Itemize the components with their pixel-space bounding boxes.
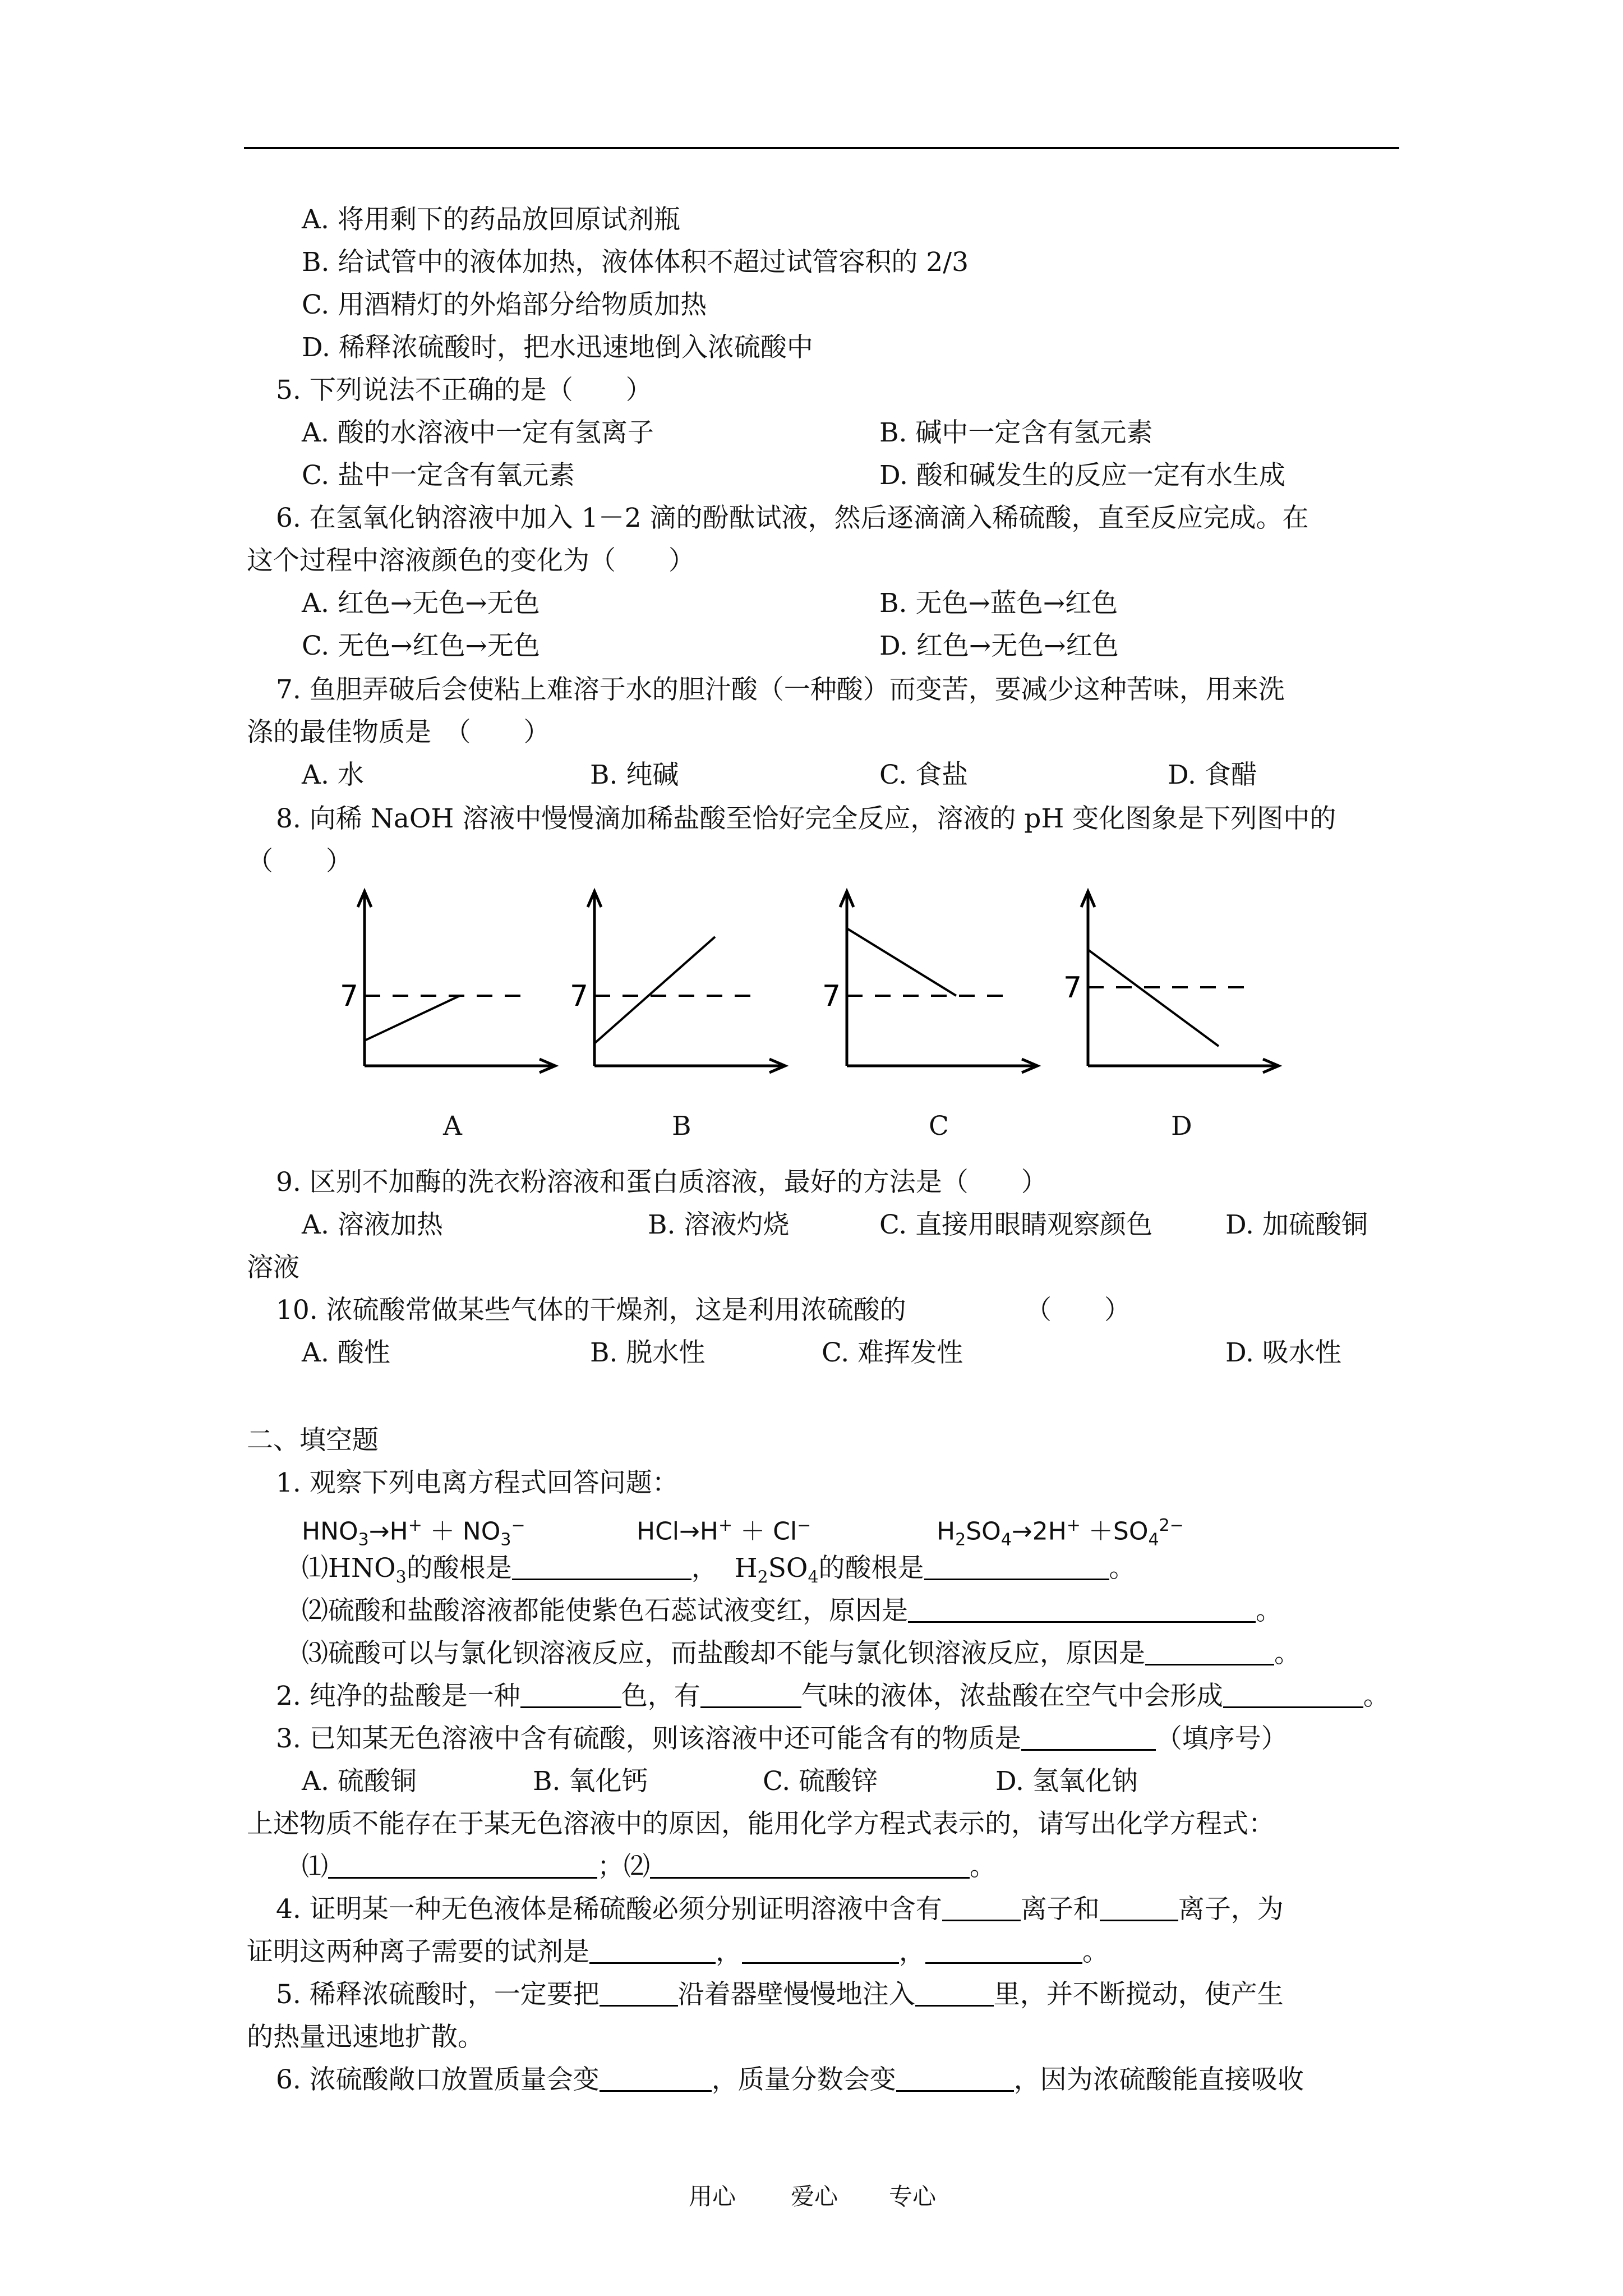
q6-option-b: B. 无色→蓝色→红色 xyxy=(879,588,1118,619)
blank-h2so4-acid-radical[interactable] xyxy=(924,1554,1109,1580)
f5-t2: 沿着器壁慢慢地注入 xyxy=(677,1979,915,2010)
blank-hcl-odor[interactable] xyxy=(700,1682,801,1708)
f3-e3: 。 xyxy=(970,1851,996,1882)
q4-option-a: A. 将用剩下的药品放回原试剂瓶 xyxy=(302,204,680,235)
f1-p2: ⑵硫酸和盐酸溶液都能使紫色石蕊试液变红，原因是 xyxy=(302,1595,908,1626)
f3-option-a: A. 硫酸铜 xyxy=(302,1766,417,1797)
f1-p1b: 的酸根是 xyxy=(406,1553,512,1584)
f1-stem: 1. 观察下列电离方程式回答问题： xyxy=(276,1467,679,1498)
ph-graph-d xyxy=(1054,884,1290,1077)
q9-option-b: B. 溶液灼烧 xyxy=(648,1209,790,1240)
blank-ion-1[interactable] xyxy=(942,1895,1021,1921)
f1-part1: $⑴HNO_3$的酸根是 ， $H_2SO_4$的酸根是 。 xyxy=(302,1553,1136,1588)
f4-t2: 离子和 xyxy=(1020,1894,1100,1925)
blank-bacl2-reason[interactable] xyxy=(1145,1639,1274,1665)
f2-t4: 。 xyxy=(1363,1681,1390,1711)
q8-stem-line1: 8. 向稀 NaOH 溶液中慢慢滴加稀盐酸至恰好完全反应，溶液的 pH 变化图象是下列图中的 xyxy=(276,803,1336,834)
f1-p3: ⑶硫酸可以与氯化钡溶液反应，而盐酸却不能与氯化钡溶液反应，原因是 xyxy=(302,1638,1145,1669)
blank-f5-1[interactable] xyxy=(600,1980,678,2007)
blank-reagent-3[interactable] xyxy=(925,1938,1082,1964)
ph-7-label-a: 7 xyxy=(340,979,359,1013)
f5-line1 xyxy=(276,1978,1284,2012)
f4-t1: 4. 证明某一种无色液体是稀硫酸必须分别证明溶液中含有 xyxy=(276,1894,942,1925)
f5-t1: 5. 稀释浓硫酸时，一定要把 xyxy=(276,1979,600,2010)
q9-option-d: D. 加硫酸铜 xyxy=(1225,1209,1368,1240)
graph-label-c: C xyxy=(929,1111,949,1142)
blank-litmus-reason[interactable] xyxy=(908,1596,1256,1623)
q7-option-d: D. 食醋 xyxy=(1168,760,1257,790)
footer-text-1: 用心 xyxy=(689,2183,736,2210)
blank-f6-fraction[interactable] xyxy=(896,2065,1014,2092)
blank-hcl-air[interactable] xyxy=(1223,1682,1363,1708)
f2-t1: 2. 纯净的盐酸是一种 xyxy=(276,1681,520,1711)
ph-7-label-b: 7 xyxy=(570,979,589,1013)
q10-option-c: C. 难挥发性 xyxy=(822,1337,963,1368)
q5-option-b: B. 碱中一定含有氢元素 xyxy=(879,417,1153,448)
f1-period-1: 。 xyxy=(1109,1553,1136,1584)
f3-e2: ；⑵ xyxy=(597,1851,650,1882)
q7-option-a: A. 水 xyxy=(302,760,364,790)
q6-stem-line2: 这个过程中溶液颜色的变化为（ ） xyxy=(247,545,695,576)
f5-t3: 里，并不断搅动，使产生 xyxy=(993,1979,1284,2010)
f1-p1e: 的酸根是 xyxy=(818,1553,924,1584)
q5-option-d: D. 酸和碱发生的反应一定有水生成 xyxy=(879,460,1285,491)
f3-t2: （填序号） xyxy=(1155,1723,1288,1754)
f3-option-c: C. 硫酸锌 xyxy=(763,1766,878,1797)
ph-graph-b xyxy=(561,884,796,1077)
f4-comma-2: ， xyxy=(899,1936,925,1967)
ph-7-label-c: 7 xyxy=(822,979,841,1013)
blank-hcl-color[interactable] xyxy=(520,1682,621,1708)
blank-hno3-acid-radical[interactable] xyxy=(512,1554,691,1580)
blank-f6-mass[interactable] xyxy=(600,2065,712,2092)
f1-period-3: 。 xyxy=(1274,1638,1301,1669)
equation-hcl: HCl→H+ ＋ Cl− xyxy=(637,1516,811,1546)
q7-option-c: C. 食盐 xyxy=(879,760,969,790)
q9-option-a: A. 溶液加热 xyxy=(302,1209,443,1240)
q8-stem-line2: （ ） xyxy=(247,846,352,877)
blank-f5-2[interactable] xyxy=(915,1980,994,2007)
q6-stem-line1: 6. 在氢氧化钠溶液中加入 1－2 滴的酚酞试液，然后逐滴滴入稀硫酸，直至反应完成。在 xyxy=(276,503,1309,533)
blank-reagent-1[interactable] xyxy=(589,1938,716,1964)
f5-line2: 的热量迅速地扩散。 xyxy=(247,2022,484,2053)
q10-stem: 10. 浓硫酸常做某些气体的干燥剂，这是利用浓硫酸的 xyxy=(276,1295,906,1326)
q4-option-b: B. 给试管中的液体加热，液体体积不超过试管容积的 2/3 xyxy=(302,247,969,278)
blank-ion-2[interactable] xyxy=(1100,1895,1178,1921)
q10-option-a: A. 酸性 xyxy=(302,1337,390,1368)
blank-f3-answer[interactable] xyxy=(1021,1724,1156,1751)
f4-line1 xyxy=(276,1893,1284,1926)
q5-option-c: C. 盐中一定含有氧元素 xyxy=(302,460,575,491)
f1-period-2: 。 xyxy=(1256,1595,1282,1626)
f3-option-d: D. 氢氧化钠 xyxy=(995,1766,1138,1797)
f4-t4: 证明这两种离子需要的试剂是 xyxy=(247,1936,589,1967)
section2-title: 二、填空题 xyxy=(247,1425,379,1456)
f2-t2: 色，有 xyxy=(621,1681,700,1711)
q6-option-d: D. 红色→无色→红色 xyxy=(879,631,1119,661)
q10-option-b: B. 脱水性 xyxy=(590,1337,706,1368)
f2 xyxy=(276,1680,1390,1713)
q5-stem: 5. 下列说法不正确的是（ ） xyxy=(276,375,652,406)
q9-option-c: C. 直接用眼睛观察颜色 xyxy=(879,1209,1153,1240)
f3-t1: 3. 已知某无色溶液中含有硫酸，则该溶液中还可能含有的物质是 xyxy=(276,1723,1021,1754)
q6-option-a: A. 红色→无色→无色 xyxy=(302,588,540,619)
f4-comma-1: ， xyxy=(716,1936,742,1967)
q10-option-d: D. 吸水性 xyxy=(1225,1337,1341,1368)
f6-t3: ，因为浓硫酸能直接吸收 xyxy=(1013,2064,1304,2095)
blank-reagent-2[interactable] xyxy=(742,1938,899,1964)
f1-part3 xyxy=(302,1637,1301,1671)
blank-equation-2[interactable] xyxy=(650,1852,970,1879)
f6-line1 xyxy=(276,2063,1304,2097)
f4-t5: 。 xyxy=(1082,1936,1109,1967)
q10-paren: （ ） xyxy=(1025,1295,1131,1326)
graph-label-d: D xyxy=(1171,1111,1192,1142)
q9-option-d-cont: 溶液 xyxy=(247,1252,299,1283)
q4-option-c: C. 用酒精灯的外焰部分给物质加热 xyxy=(302,289,707,320)
graph-label-b: B xyxy=(672,1111,691,1142)
header-rule xyxy=(244,147,1399,149)
f4-t3: 离子，为 xyxy=(1178,1894,1284,1925)
footer-text-2: 爱心 xyxy=(791,2183,838,2210)
q9-stem: 9. 区别不加酶的洗衣粉溶液和蛋白质溶液，最好的方法是（ ） xyxy=(276,1167,1048,1198)
f2-t3: 气味的液体，浓盐酸在空气中会形成 xyxy=(801,1681,1223,1711)
f1-p1c: ， H xyxy=(691,1553,758,1584)
equation-h2so4: $H_2SO_4\to 2H^+ +SO_4^{2-}$ xyxy=(937,1516,1184,1550)
q7-stem-line2: 涤的最佳物质是 （ ） xyxy=(247,717,550,748)
footer-text-3: 专心 xyxy=(889,2183,937,2210)
ph-7-label-d: 7 xyxy=(1063,971,1082,1005)
blank-equation-1[interactable] xyxy=(328,1852,597,1879)
f4-line2 xyxy=(247,1935,1109,1969)
ph-graph-c xyxy=(813,884,1049,1077)
f1-p1: ⑴HNO xyxy=(302,1553,396,1584)
f1-p1d: SO xyxy=(768,1553,808,1584)
f3-e1: ⑴ xyxy=(302,1851,328,1882)
f3-option-b: B. 氧化钙 xyxy=(533,1766,648,1797)
ph-graph-a xyxy=(331,884,566,1077)
f3-equations xyxy=(302,1850,996,1884)
q4-option-d: D. 稀释浓硫酸时，把水迅速地倒入浓硫酸中 xyxy=(302,332,813,363)
f3-line: 上述物质不能存在于某无色溶液中的原因，能用化学方程式表示的，请写出化学方程式： xyxy=(247,1809,1275,1839)
q5-option-a: A. 酸的水溶液中一定有氢离子 xyxy=(302,417,654,448)
equation-hno3: $HNO_3\to H^+ + NO_3^-$ xyxy=(302,1516,525,1550)
graph-label-a: A xyxy=(443,1111,462,1142)
f6-t2: ，质量分数会变 xyxy=(711,2064,896,2095)
f1-part2 xyxy=(302,1594,1282,1628)
q7-option-b: B. 纯碱 xyxy=(590,760,679,790)
f3-stem xyxy=(276,1722,1288,1756)
q7-stem-line1: 7. 鱼胆弄破后会使粘上难溶于水的胆汁酸（一种酸）而变苦，要减少这种苦味，用来洗 xyxy=(276,674,1285,705)
f6-t1: 6. 浓硫酸敞口放置质量会变 xyxy=(276,2064,600,2095)
q6-option-c: C. 无色→红色→无色 xyxy=(302,631,540,661)
